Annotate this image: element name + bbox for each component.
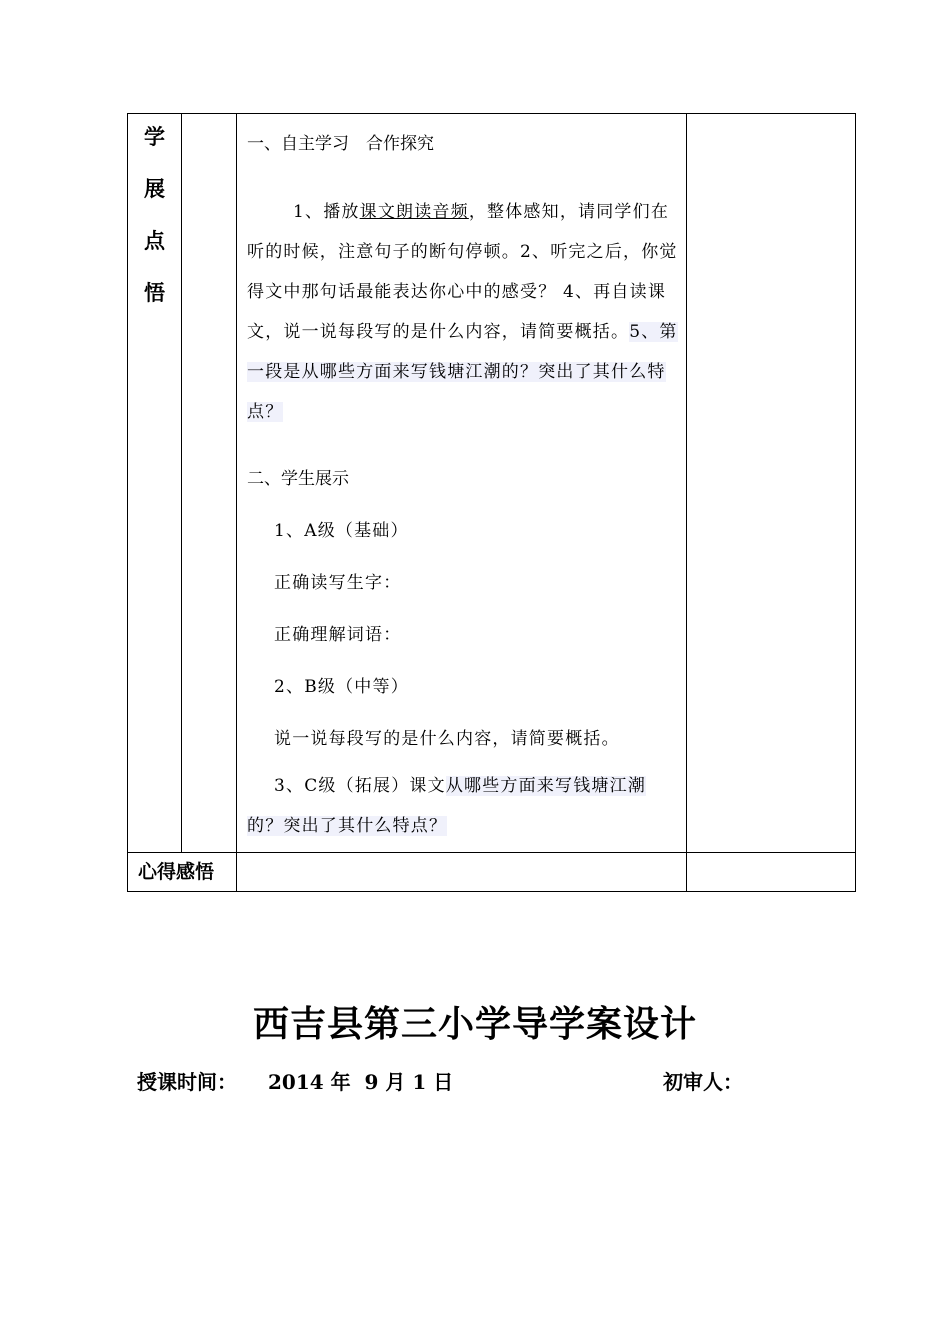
side-label-char: 展 bbox=[144, 177, 165, 201]
b-level-heading: 2、B级（中等） bbox=[274, 677, 409, 697]
section1-text: ，整体感知，请同学们在听的时候，注意句子的断句停顿。2、听完之后，你觉得文中那句话最能表达你心中的感受？ 4、再自读课文，说一说每段写的是什么内容，请简要概括。 bbox=[247, 202, 678, 342]
reflection-input-cell bbox=[237, 853, 687, 892]
a-level-heading: 1、A级（基础） bbox=[274, 521, 409, 541]
footer-row bbox=[128, 853, 856, 892]
reflection-notes-cell bbox=[687, 853, 856, 892]
info-row bbox=[137, 1066, 777, 1100]
reflection-label: 心得感悟 bbox=[128, 853, 237, 892]
side-label-cell bbox=[128, 114, 182, 853]
a-item: 正确读写生字： bbox=[274, 573, 402, 593]
side-label bbox=[128, 114, 181, 318]
section1-highlight: 5、第一段是从哪些方面来写钱塘江潮的？突出了其什么特点？ bbox=[247, 322, 678, 422]
section-heading-1: 一、自主学习 合作探究 bbox=[247, 134, 434, 154]
section-heading-2: 二、学生展示 bbox=[247, 469, 349, 489]
c-level-highlight: 从哪些方面来写钱塘江潮的？突出了其什么特点？ bbox=[247, 776, 647, 836]
content-cell bbox=[237, 114, 687, 853]
content-row bbox=[128, 114, 856, 853]
audio-link[interactable]: 课文朗读音频 bbox=[359, 202, 469, 222]
page-title: 西吉县第三小学导学案设计 bbox=[252, 1004, 697, 1045]
side-label-char: 悟 bbox=[144, 281, 165, 305]
c-level-text: 3、C级（拓展）课文 bbox=[274, 776, 446, 796]
c-level-paragraph bbox=[247, 766, 678, 846]
b-item: 说一说每段写的是什么内容，请简要概括。 bbox=[274, 729, 620, 749]
lesson-plan-table bbox=[127, 113, 856, 892]
side-label-char: 点 bbox=[144, 229, 165, 253]
lesson-date: 2014 年 9 月 1 日 bbox=[268, 1070, 454, 1094]
section1-text: 1、播放 bbox=[293, 202, 360, 222]
side-label-char: 学 bbox=[144, 125, 165, 149]
time-label: 授课时间： bbox=[137, 1070, 237, 1094]
empty-cell bbox=[182, 114, 237, 853]
section1-paragraph bbox=[247, 192, 678, 432]
a-item: 正确理解词语： bbox=[274, 625, 402, 645]
reviewer-label: 初审人： bbox=[663, 1070, 743, 1094]
notes-cell bbox=[687, 114, 856, 853]
